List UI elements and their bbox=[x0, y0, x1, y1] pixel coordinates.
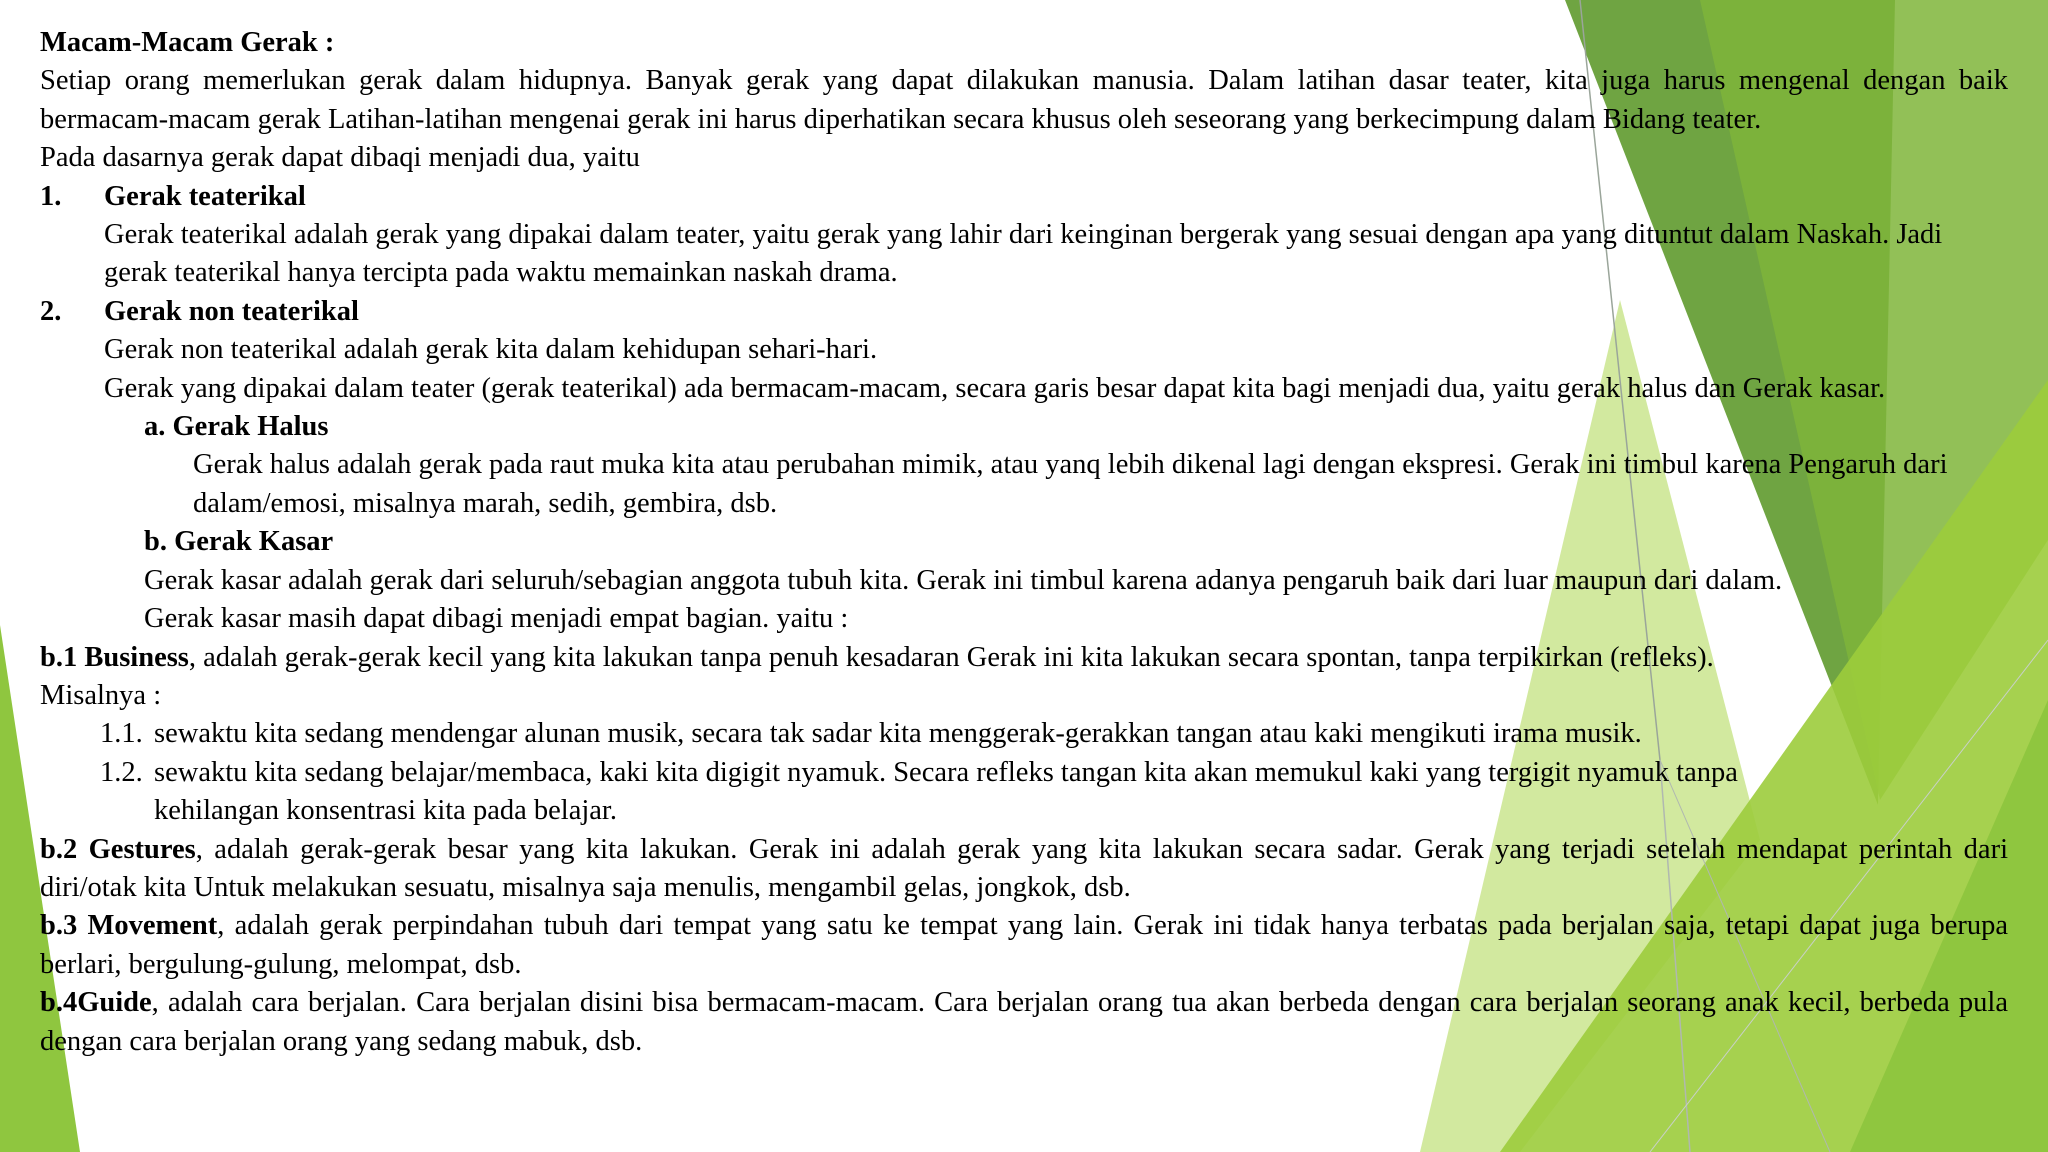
b4-text: , adalah cara berjalan. Cara berjalan disini bisa bermacam-macam. Cara berjalan orang tua akan berbeda dengan cara berjalan seorang anak kecil, berbeda pula dengan cara berjalan orang yang sedang mabuk, dsb. bbox=[40, 987, 2008, 1057]
example-1-1 bbox=[40, 715, 2008, 753]
b3-movement-paragraph bbox=[40, 907, 2008, 984]
document-title: Macam-Macam Gerak : bbox=[40, 27, 335, 58]
document-content bbox=[40, 24, 2008, 1061]
item-2-text-extra: Gerak yang dipakai dalam teater (gerak teaterikal) ada bermacam-macam, secara garis besar dapat kita bagi menjadi dua, yaitu gerak halus dan Gerak kasar. bbox=[104, 372, 1886, 404]
item-2-title: Gerak non teaterikal bbox=[104, 295, 359, 327]
misalnya-label: Misalnya : bbox=[40, 679, 162, 711]
b1-business-paragraph bbox=[40, 639, 2008, 677]
b1-text: , adalah gerak-gerak kecil yang kita lakukan tanpa penuh kesadaran Gerak ini kita lakukan secara spontan, tanpa terpikirkan (refleks). bbox=[188, 641, 1714, 673]
item-2-number: 2. bbox=[40, 295, 62, 327]
b4-label: b.4Guide bbox=[40, 987, 152, 1019]
gerak-halus-heading: a. Gerak Halus bbox=[144, 411, 329, 443]
b3-label: b.3 Movement bbox=[40, 910, 218, 942]
example-1-2-text: sewaktu kita sedang belajar/membaca, kaki kita digigit nyamuk. Secara refleks tangan kita akan memukul kaki yang tergigit nyamuk tanpa bbox=[154, 756, 1738, 788]
gerak-kasar-text: Gerak kasar adalah gerak dari seluruh/sebagian anggota tubuh kita. Gerak ini timbul karena adanya pengaruh baik dari luar maupun dari dalam. bbox=[144, 564, 1783, 596]
item-1-number: 1. bbox=[40, 180, 62, 212]
example-1-2-continuation: kehilangan konsentrasi kita pada belajar. bbox=[154, 795, 617, 827]
b1-label: b.1 Business bbox=[40, 641, 189, 673]
intro-paragraph: Setiap orang memerlukan gerak dalam hidupnya. Banyak gerak yang dapat dilakukan manusia. Dalam latihan dasar teater, kita juga harus mengenal dengan baik bermacam-macam gerak Latihan-latihan mengenai gerak ini harus diperhatikan secara khusus oleh seseorang yang berkecimpung dalam Bidang teater. bbox=[40, 65, 2008, 135]
item-1-title: Gerak teaterikal bbox=[104, 180, 306, 212]
intro-sentence: Pada dasarnya gerak dapat dibaqi menjadi dua, yaitu bbox=[40, 142, 640, 174]
item-1-text: Gerak teaterikal adalah gerak yang dipakai dalam teater, yaitu gerak yang lahir dari keinginan bergerak yang sesuai dengan apa yang dituntut dalam Naskah. Jadi gerak teaterikal hanya tercipta pada waktu memainkan naskah drama. bbox=[104, 219, 1943, 289]
gerak-halus-text: Gerak halus adalah gerak pada raut muka kita atau perubahan mimik, atau yanq lebih dikenal lagi dengan ekspresi. Gerak ini timbul karena Pengaruh dari dalam/emosi, misalnya marah, sedih, gembira, dsb. bbox=[193, 449, 1948, 519]
b4-guide-paragraph bbox=[40, 984, 2008, 1061]
b3-text: , adalah gerak perpindahan tubuh dari tempat yang satu ke tempat yang lain. Gerak ini tidak hanya terbatas pada berjalan saja, tetapi dapat juga berupa berlari, bergulung-gulung, melompat, dsb. bbox=[40, 910, 2008, 980]
gerak-kasar-heading: b. Gerak Kasar bbox=[144, 526, 334, 558]
item-2-text: Gerak non teaterikal adalah gerak kita dalam kehidupan sehari-hari. bbox=[104, 334, 878, 366]
example-1-2 bbox=[40, 754, 2008, 792]
b2-text: , adalah gerak-gerak besar yang kita lakukan. Gerak ini adalah gerak yang kita lakukan secara sadar. Gerak yang terjadi setelah mendapat perintah dari diri/otak kita Untuk melakukan sesuatu, misalnya saja menulis, mengambil gelas, jongkok, dsb. bbox=[40, 833, 2008, 903]
example-1-1-text: sewaktu kita sedang mendengar alunan musik, secara tak sadar kita menggerak-gerakkan tangan atau kaki mengikuti irama musik. bbox=[154, 718, 1642, 750]
gerak-kasar-text-extra: Gerak kasar masih dapat dibagi menjadi empat bagian. yaitu : bbox=[144, 603, 849, 635]
example-1-1-number: 1.1. bbox=[100, 718, 143, 750]
item-1-heading bbox=[40, 178, 2008, 216]
b2-gestures-paragraph bbox=[40, 831, 2008, 908]
example-1-2-number: 1.2. bbox=[100, 756, 143, 788]
b2-label: b.2 Gestures bbox=[40, 833, 196, 865]
item-2-heading bbox=[40, 293, 2008, 331]
